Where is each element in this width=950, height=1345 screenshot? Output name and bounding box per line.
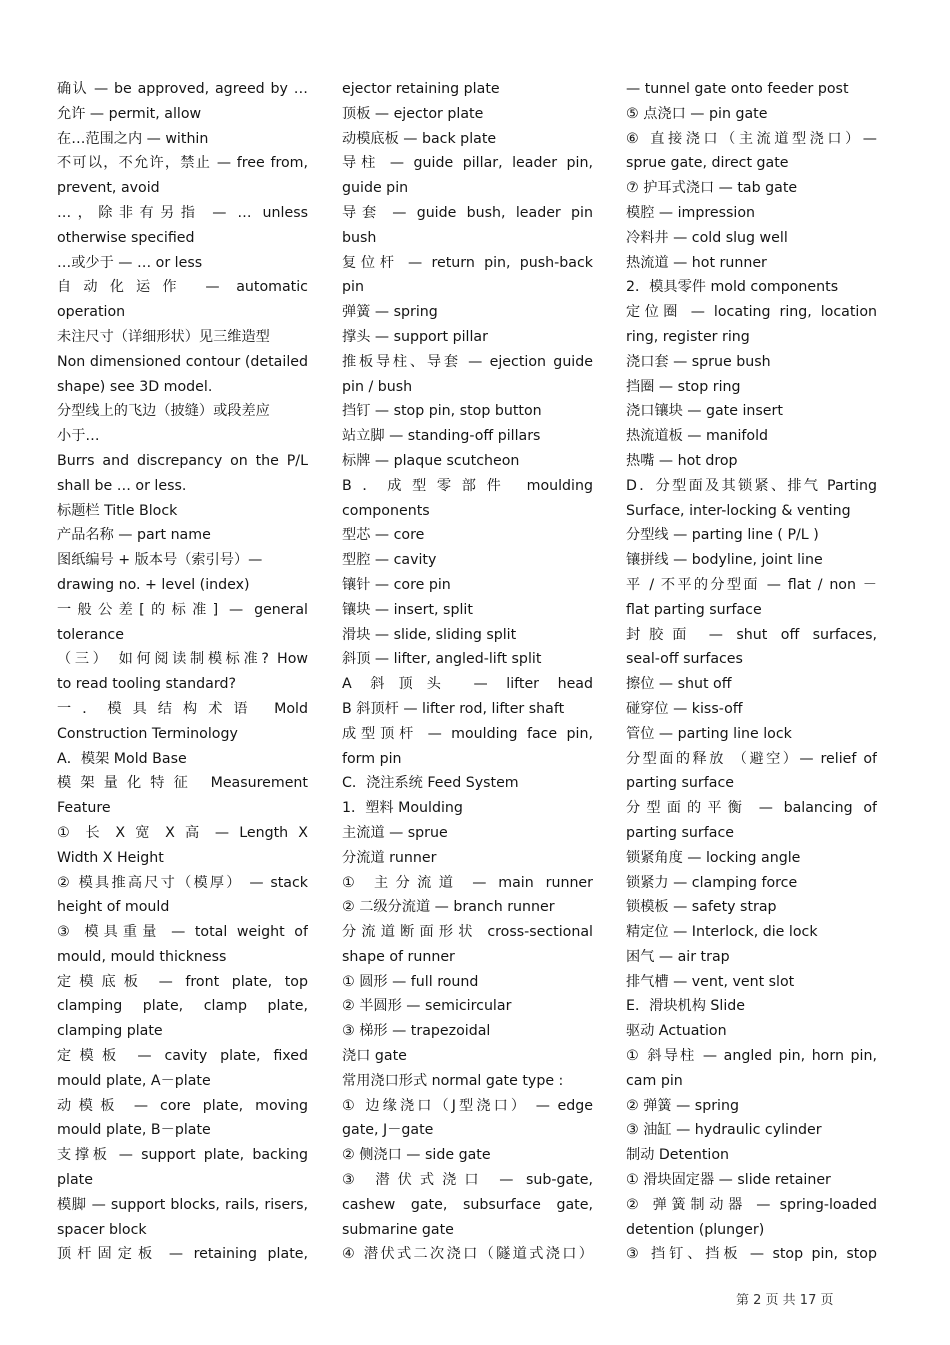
text-line: mould plate, A－plate <box>57 1072 211 1089</box>
text-line: ① 滑块固定器 — slide retainer <box>626 1172 831 1189</box>
text-line: components <box>342 502 430 519</box>
text-line: ② 二级分流道 — branch runner <box>342 899 555 916</box>
text-line: tolerance <box>57 626 124 643</box>
text-line: gate, J－gate <box>342 1122 434 1139</box>
text-line: 模脚 — support blocks, rails, risers, <box>57 1196 308 1213</box>
text-line: 斜顶 — lifter, angled-lift split <box>342 651 542 668</box>
text-line: 型芯 — core <box>342 527 425 544</box>
text-line: 主流道 — sprue <box>342 824 448 841</box>
text-line: ⑤ 点浇口 — pin gate <box>626 105 768 122</box>
text-line: E．滑块机构 Slide <box>626 998 746 1015</box>
text-line: 一．模具结构术语 Mold <box>57 700 308 717</box>
text-line: ① 主分流道 — main runner <box>342 874 593 891</box>
text-line: 浇口镶块 — gate insert <box>626 403 783 420</box>
page-number-footer: 第 2 页 共 17 页 <box>736 1293 834 1308</box>
text-line: flat parting surface <box>626 601 762 618</box>
text-line: 分型面的释放 （避空）— relief of <box>626 750 877 767</box>
text-line: 未注尺寸（详细形状）见三维造型 <box>57 328 270 345</box>
text-line: 导套 — guide bush, leader pin <box>342 204 593 221</box>
text-line: 浇口套 — sprue bush <box>626 353 771 370</box>
text-line: 镶拼线 — bodyline, joint line <box>626 552 823 569</box>
text-line: ① 边缘浇口（J型浇口） — edge <box>342 1097 593 1114</box>
text-line: 顶杆固定板 — retaining plate, <box>57 1246 308 1263</box>
text-line: 2．模具零件 mold components <box>626 279 839 296</box>
text-line: 图纸编号 + 版本号（索引号）— <box>57 552 263 569</box>
text-line: 碰穿位 — kiss-off <box>626 700 743 717</box>
text-line: 复位杆 — return pin, push-back <box>342 254 593 271</box>
text-line: 冷料井 — cold slug well <box>626 229 788 246</box>
text-line: 分型面的平衡 — balancing of <box>626 800 877 817</box>
text-line: A．模架 Mold Base <box>57 750 187 767</box>
text-line: 顶板 — ejector plate <box>342 105 484 122</box>
text-line: ⑥ 直接浇口（主流道型浇口）— <box>626 130 877 147</box>
text-line: Surface, inter-locking & venting <box>626 502 851 519</box>
text-line: cashew gate, subsurface gate, <box>342 1196 593 1213</box>
text-line: 推板导柱、导套 — ejection guide <box>342 353 593 370</box>
text-line: 精定位 — Interlock, die lock <box>626 924 818 941</box>
text-line: 成型顶杆 — moulding face pin, <box>342 725 593 742</box>
text-line: Burrs and discrepancy on the P/L <box>57 452 308 469</box>
text-line: Construction Terminology <box>57 725 238 742</box>
text-line: A 斜顶头 — lifter head <box>342 676 593 693</box>
text-line: 驱动 Actuation <box>626 1023 727 1040</box>
text-line: C．浇注系统 Feed System <box>342 775 519 792</box>
text-line: ③ 梯形 — trapezoidal <box>342 1023 491 1040</box>
text-line: 小于… <box>57 428 100 445</box>
text-line: guide pin <box>342 180 409 197</box>
text-line: Non dimensioned contour (detailed <box>57 353 308 370</box>
text-line: sprue gate, direct gate <box>626 155 789 172</box>
text-line: 分型线上的飞边（披缝）或段差应 <box>57 403 270 420</box>
text-line: 锁模板 — safety strap <box>626 899 777 916</box>
text-line: 定模板 — cavity plate, fixed <box>57 1048 308 1065</box>
text-line: pin <box>342 279 364 296</box>
text-line: B．成型零部件 moulding <box>342 477 593 494</box>
text-line: 挡圈 — stop ring <box>626 378 741 395</box>
text-line: 不可以，不允许，禁止 — free from, <box>57 155 308 172</box>
text-line: ① 斜导柱 — angled pin, horn pin, <box>626 1048 877 1065</box>
text-line: mould, mould thickness <box>57 948 227 965</box>
text-line: operation <box>57 304 126 321</box>
text-line: 标牌 — plaque scutcheon <box>342 452 520 469</box>
text-line: 1．塑料 Moulding <box>342 800 463 817</box>
text-line: pin / bush <box>342 378 413 395</box>
text-line: 站立脚 — standing-off pillars <box>342 428 541 445</box>
text-line: 动模底板 — back plate <box>342 130 497 147</box>
text-line: 热流道 — hot runner <box>626 254 767 271</box>
text-line: 镶块 — insert, split <box>342 601 473 618</box>
text-line: 锁紧角度 — locking angle <box>626 849 801 866</box>
text-line: clamping plate <box>57 1023 163 1040</box>
text-line: Feature <box>57 800 111 817</box>
text-line: 分流道 runner <box>342 849 437 866</box>
text-line: mould plate, B－plate <box>57 1122 211 1139</box>
column-3 <box>626 77 877 1267</box>
text-line: 常用浇口形式 normal gate type : <box>342 1072 564 1089</box>
text-line: shape of runner <box>342 948 455 965</box>
text-line: bush <box>342 229 377 246</box>
text-line: 定模底板 — front plate, top <box>57 973 308 990</box>
text-line: 自动化运作 — automatic <box>57 279 308 296</box>
text-line: ejector retaining plate <box>342 81 500 97</box>
text-line: to read tooling standard? <box>57 676 236 693</box>
text-line: 在…范围之内 — within <box>57 130 209 147</box>
text-line: 平 / 不平的分型面 — flat / non － <box>626 576 877 593</box>
text-line: drawing no. + level (index) <box>57 576 250 593</box>
text-line: seal-off surfaces <box>626 651 743 668</box>
text-line: height of mould <box>57 899 170 916</box>
text-line: shape) see 3D model. <box>57 378 213 395</box>
column-2 <box>342 77 593 1267</box>
text-line: 允许 — permit, allow <box>57 105 202 122</box>
text-line: 模腔 — impression <box>626 204 755 221</box>
text-line: ③ 挡钉、挡板 — stop pin, stop <box>626 1246 877 1263</box>
text-line: ③ 油缸 — hydraulic cylinder <box>626 1122 822 1139</box>
column-1 <box>57 77 308 1267</box>
text-line: ring, register ring <box>626 328 750 345</box>
text-line: cam pin <box>626 1072 683 1089</box>
text-line: parting surface <box>626 775 734 792</box>
text-line: shall be … or less. <box>57 477 187 494</box>
text-line: 模架量化特征 Measurement <box>57 775 308 792</box>
text-line: 支撑板 — support plate, backing <box>57 1147 308 1164</box>
text-line: 弹簧 — spring <box>342 304 438 321</box>
text-line: …或少于 — … or less <box>57 254 203 271</box>
text-line: 困气 — air trap <box>626 948 730 965</box>
text-line: 挡钉 — stop pin, stop button <box>342 403 542 420</box>
text-line: D．分型面及其锁紧、排气 Parting <box>626 477 877 494</box>
text-line: 浇口 gate <box>342 1048 407 1065</box>
text-line: 制动 Detention <box>626 1147 729 1164</box>
text-line: 分流道断面形状 cross-sectional <box>342 924 593 941</box>
text-line: 镶针 — core pin <box>342 576 451 593</box>
text-line: 分型线 — parting line ( P/L ) <box>626 527 819 544</box>
text-line: ⑦ 护耳式浇口 — tab gate <box>626 180 798 197</box>
text-line: otherwise specified <box>57 229 195 246</box>
text-line: plate <box>57 1172 93 1189</box>
text-line: 排气槽 — vent, vent slot <box>626 973 795 990</box>
text-line: 动模板 — core plate, moving <box>57 1097 308 1114</box>
text-line: 确认 — be approved, agreed by … <box>57 81 308 97</box>
text-line: form pin <box>342 750 402 767</box>
text-line: ④ 潜伏式二次浇口（隧道式浇口） <box>342 1246 593 1263</box>
text-line: 封胶面 — shut off surfaces, <box>626 626 877 643</box>
text-line: ② 侧浇口 — side gate <box>342 1147 491 1164</box>
text-line: detention (plunger) <box>626 1221 765 1238</box>
text-line: ① 圆形 — full round <box>342 973 479 990</box>
text-line: ③ 潜伏式浇口 — sub-gate, <box>342 1172 593 1189</box>
text-line: submarine gate <box>342 1221 454 1238</box>
text-line: prevent, avoid <box>57 180 160 197</box>
text-line: ② 半圆形 — semicircular <box>342 998 512 1015</box>
text-line: B 斜顶杆 — lifter rod, lifter shaft <box>342 700 565 717</box>
text-line: ① 长 X 宽 X 高 — Length X <box>57 824 308 841</box>
text-line: ② 模具推高尺寸（模厚） — stack <box>57 874 308 891</box>
text-line: 擦位 — shut off <box>626 676 732 693</box>
text-line: 导柱 — guide pillar, leader pin, <box>342 155 593 172</box>
text-line: 撑头 — support pillar <box>342 328 488 345</box>
text-line: …，除非有另指 — … unless <box>57 204 308 221</box>
text-line: spacer block <box>57 1221 147 1238</box>
text-line: 产品名称 — part name <box>57 527 211 544</box>
text-line: 管位 — parting line lock <box>626 725 792 742</box>
text-line: ② 弹簧制动器 — spring-loaded <box>626 1196 877 1213</box>
text-line: — tunnel gate onto feeder post <box>626 81 849 97</box>
text-line: 一般公差[的标准] — general <box>57 601 308 618</box>
text-line: parting surface <box>626 824 734 841</box>
text-line: Width X Height <box>57 849 164 866</box>
text-line: ③ 模具重量 — total weight of <box>57 924 308 941</box>
text-line: 型腔 — cavity <box>342 552 437 569</box>
text-line: 标题栏 Title Block <box>57 502 178 519</box>
text-line: 定位圈 — locating ring, location <box>626 304 877 321</box>
text-line: （三） 如何阅读制模标准? How <box>57 651 308 668</box>
text-line: ② 弹簧 — spring <box>626 1097 739 1114</box>
text-line: 热嘴 — hot drop <box>626 452 738 469</box>
text-line: 滑块 — slide, sliding split <box>342 626 517 643</box>
text-line: 热流道板 — manifold <box>626 428 769 445</box>
text-line: clamping plate, clamp plate, <box>57 998 308 1015</box>
text-line: 锁紧力 — clamping force <box>626 874 798 891</box>
